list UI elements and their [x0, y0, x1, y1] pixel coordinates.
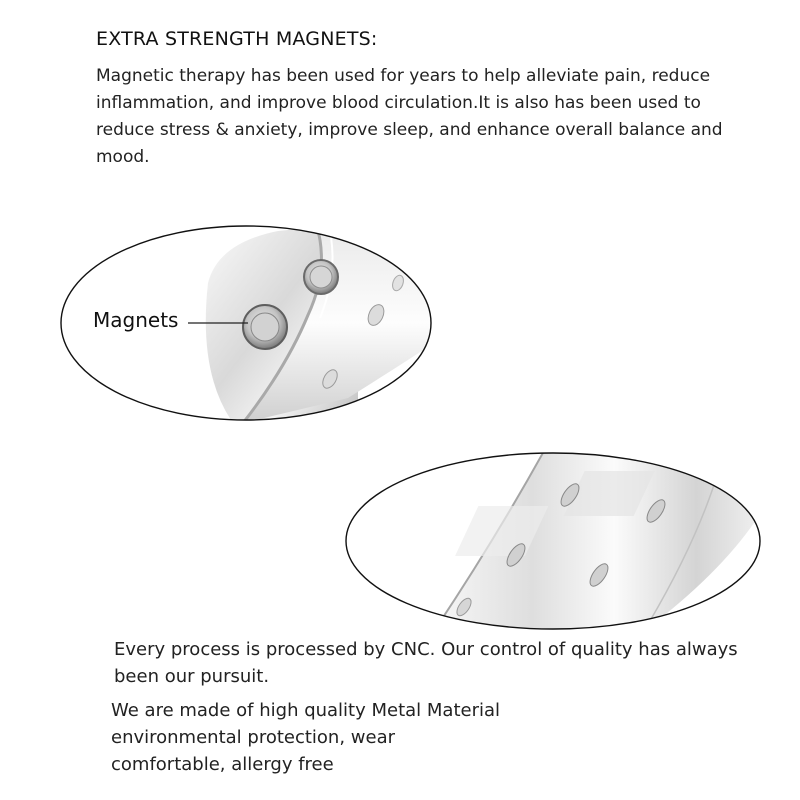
intro-paragraph: Magnetic therapy has been used for years to help alleviate pain, reduce inflammation, and improve blood circulation.It is also has been used to reduce stress & anxiety, improve sleep, and enhance overall balance and mood. [96, 66, 723, 167]
cnc-paragraph: Every process is processed by CNC. Our control of quality has always been our pursuit. [114, 639, 738, 687]
heading: EXTRA STRENGTH MAGNETS: [96, 28, 378, 50]
magnets-callout-label: Magnets [93, 308, 179, 332]
band-closeup-figure [344, 451, 762, 631]
material-line: environmental protection, wear [111, 727, 396, 748]
material-paragraph [111, 697, 571, 778]
material-line: comfortable, allergy free [111, 754, 334, 775]
material-line: We are made of high quality Metal Material [111, 700, 501, 721]
